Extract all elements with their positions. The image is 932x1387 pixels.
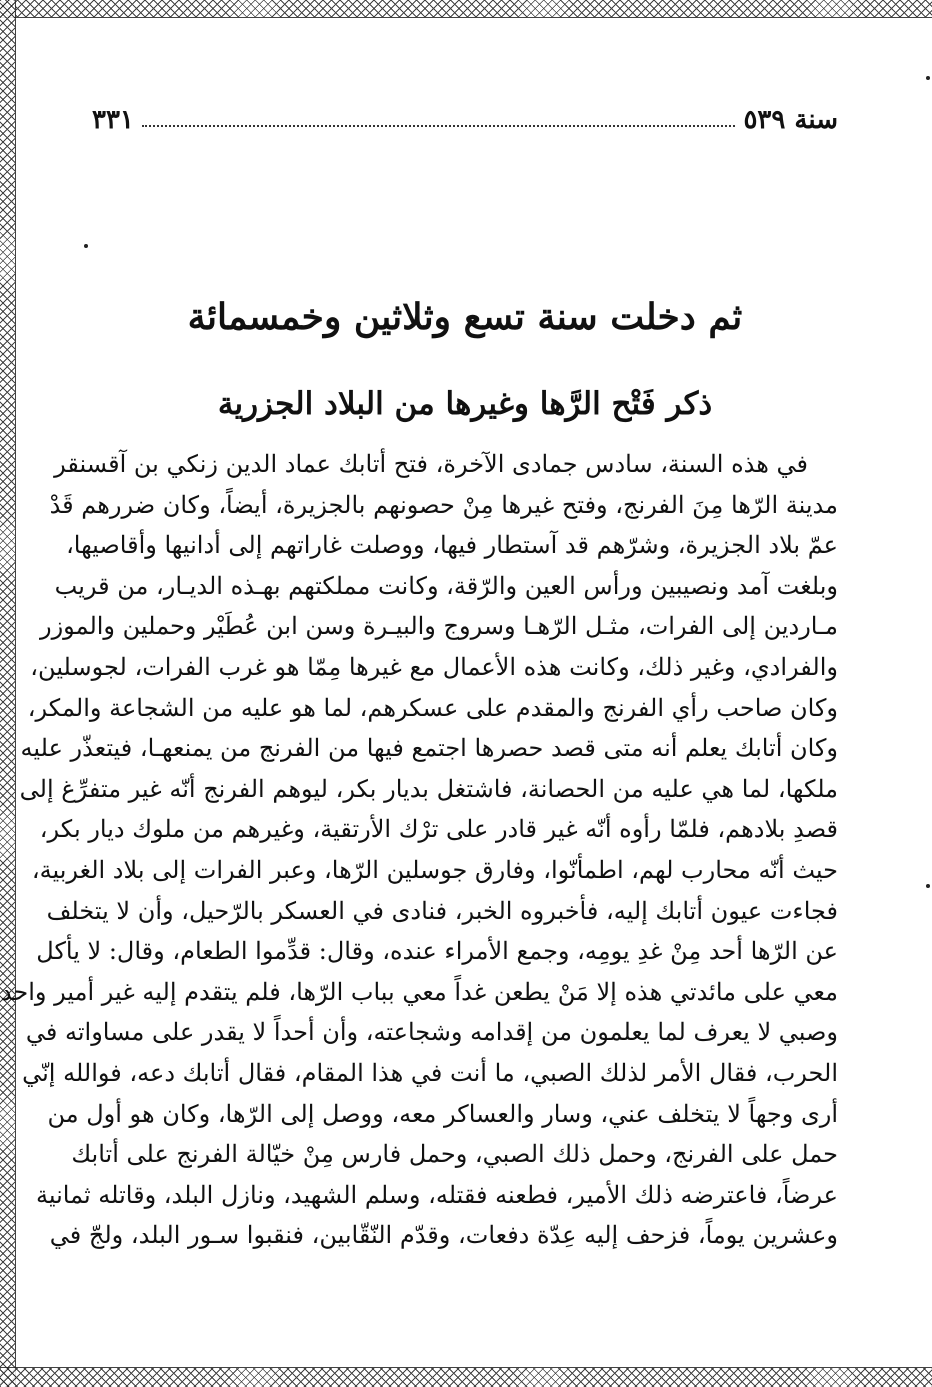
text-line: مـاردين إلى الفرات، مثـل الرّهـا وسروج والبيـرة وسن ابن عُطَيْر وحملين والموزر (39, 612, 838, 641)
text-line: حيث أنّه محارب لهم، اطمأنّوا، وفارق جوسلين الرّها، وعبر الفرات إلى بلاد الغربية، (31, 855, 838, 884)
text-line: وعشرين يوماً، فزحف إليه عِدّة دفعات، وقدّم النّقّابين، فنقبوا سـور البلد، ولجّ في (49, 1221, 838, 1250)
text-line: وكان صاحب رأي الفرنج والمقدم على عسكرهم، لما هو عليه من الشجاعة والمكر، (27, 693, 838, 722)
decorative-border-top (0, 0, 932, 18)
page-number: ٣٣١ (92, 105, 134, 135)
body-text (0, 444, 838, 1256)
year-label: سنة ٥٣٩ (743, 105, 838, 135)
margin-speck (84, 244, 88, 248)
text-line: والفرادي، وغير ذلك، وكانت هذه الأعمال مع غيرها مِمّا هو غرب الفرات، لجوسلين، (30, 652, 838, 681)
text-line: وكان أتابك يعلم أنه متى قصد حصرها اجتمع فيها من الفرنج من يمنعهـا، فيتعذّر عليه (20, 734, 838, 763)
running-header (92, 100, 838, 140)
text-line: مدينة الرّها مِنَ الفرنج، وفتح غيرها مِنْ حصونهم بالجزيرة، أيضاً، وكان ضررهم قَدْ (49, 490, 838, 519)
text-line: ملكها، لما هي عليه من الحصانة، فاشتغل بديار بكر، ليوهم الفرنج أنّه غير متفرِّغ إلى (19, 774, 838, 803)
decorative-border-bottom (0, 1367, 932, 1387)
margin-speck (926, 76, 930, 80)
text-line: أرى وجهاً لا يتخلف عني، وسار والعساكر معه، ووصل إلى الرّها، وكان هو أول من (47, 1099, 838, 1128)
text-line: حمل على الفرنج، وحمل ذلك الصبي، وحمل فارس مِنْ خيّالة الفرنج على أتابك (71, 1140, 838, 1169)
text-line: وبلغت آمد ونصيبين ورأس العين والرّقة، وكانت مملكتهم بهـذه الديـار، من قريب (54, 571, 838, 600)
text-line: عن الرّها أحد مِنْ غدِ يومِه، وجمع الأمراء عنده، وقال: قدِّموا الطعام، وقال: لا يأكل (36, 937, 838, 966)
text-line: عرضاً، فاعترضه ذلك الأمير، فطعنه فقتله، وسلم الشهيد، ونازل البلد، وقاتله ثمانية (36, 1180, 838, 1209)
margin-speck (926, 884, 930, 888)
section-title: ذكر فَتْح الرَّها وغيرها من البلاد الجزرية (217, 386, 713, 422)
header-leader-dots (142, 125, 736, 127)
chapter-title: ثم دخلت سنة تسع وثلاثين وخمسمائة (187, 296, 743, 338)
text-line: معي على مائدتي هذه إلا مَنْ يطعن غداً معي بباب الرّها، فلم يتقدم إليه غير أمير واحد (0, 977, 838, 1006)
text-line: عمّ بلاد الجزيرة، وشرّهم قد آستطار فيها، ووصلت غاراتهم إلى أدانيها وأقاصيها، (66, 531, 838, 560)
text-line: وصبي لا يعرف لما يعلمون من إقدامه وشجاعته، وأن أحداً لا يقدر على مساواته في (25, 1018, 838, 1047)
decorative-border-left (0, 0, 16, 1387)
text-line: في هذه السنة، سادس جمادى الآخرة، فتح أتابك عماد الدين زنكي بن آقسنقر (54, 450, 808, 478)
text-line: الحرب، فقال الأمر لذلك الصبي، ما أنت في هذا المقام، فقال أتابك دعه، فوالله إنّي (22, 1058, 838, 1087)
text-line: قصدِ بلادهم، فلمّا رأوه أنّه غير قادر على ترْك الأرتقية، وغيرهم من ملوك ديار بكر، (39, 815, 838, 844)
text-line: فجاءت عيون أتابك إليه، فأخبروه الخبر، فنادى في العسكر بالرّحيل، وأن لا يتخلف (46, 896, 838, 925)
